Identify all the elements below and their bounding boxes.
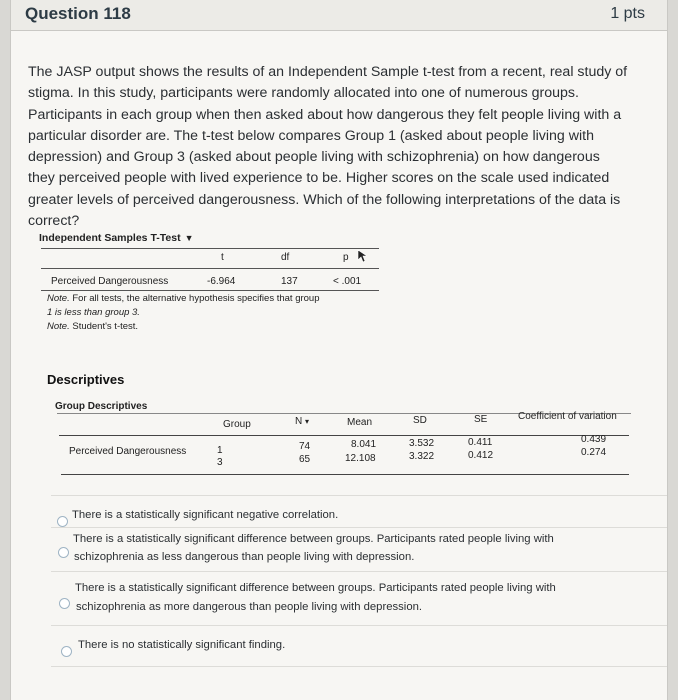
dropdown-triangle-icon: ▼ — [184, 233, 194, 243]
desc-group-3: 3 — [217, 457, 223, 468]
radio-button[interactable] — [58, 547, 69, 558]
desc-col-se: SE — [474, 414, 488, 425]
desc-group-1: 1 — [217, 445, 223, 456]
desc-se-3: 0.412 — [468, 450, 494, 461]
option-divider — [51, 666, 667, 667]
ttest-note-1-cont — [47, 307, 140, 318]
note-text: Student's t-test. — [69, 321, 139, 332]
radio-button[interactable] — [61, 646, 72, 657]
descriptives-heading: Descriptives — [47, 372, 125, 387]
desc-bottom-rule — [61, 474, 629, 475]
ttest-row-label: Perceived Dangerousness — [51, 276, 169, 287]
desc-col-group: Group — [223, 419, 251, 430]
desc-col-n — [295, 416, 309, 427]
ttest-title — [39, 232, 194, 244]
ttest-col-df: df — [281, 252, 290, 263]
desc-mean-3: 12.108 — [345, 453, 376, 464]
group-descriptives-title: Group Descriptives — [55, 401, 148, 412]
answer-option-label: There is no statistically significant finding. — [78, 639, 286, 651]
note-label: Note. — [47, 321, 70, 332]
ttest-col-t: t — [221, 252, 224, 263]
ttest-note-2 — [47, 321, 138, 332]
ttest-header-rule — [41, 268, 379, 269]
desc-cv-1: 0.439 — [581, 434, 607, 445]
ttest-bottom-rule — [41, 290, 379, 291]
question-title: Question 118 — [25, 4, 131, 23]
mouse-cursor-icon — [357, 249, 367, 263]
sort-arrow-icon: ▾ — [305, 417, 310, 426]
desc-header-rule — [59, 435, 629, 436]
note-label: Note. — [47, 293, 70, 304]
answer-option-label: There is a statistically significant difference between groups. Participants rated people living with — [73, 533, 554, 545]
option-divider — [51, 527, 667, 528]
desc-col-mean: Mean — [347, 417, 373, 428]
question-card — [10, 0, 668, 700]
ttest-top-rule — [41, 248, 379, 249]
question-text: The JASP output shows the results of an Independent Sample t-test from a recent, real study of stigma. In this study, participants were randomly allocated into one of numerous groups. Participants in each group when then asked about how dangerous they felt people living with a particular disorder are. The t-test below compares Group 1 (asked about people living with depression) and Group 3 (asked about people living with schizophrenia) on how dangerous they perceived people with lived experience to be. Higher scores on the scale used indicated greater levels of perceived dangerousness. Which of the following interpretations of the data is correct? — [28, 64, 628, 230]
ttest-t-value: -6.964 — [207, 276, 236, 287]
desc-sd-3: 3.322 — [409, 451, 435, 462]
desc-se-1: 0.411 — [468, 437, 493, 448]
desc-col-sd: SD — [413, 415, 427, 426]
desc-col-n-label: N — [295, 416, 303, 427]
radio-button[interactable] — [59, 598, 70, 609]
ttest-note-1 — [47, 293, 320, 304]
desc-mean-1: 8.041 — [351, 439, 377, 450]
option-divider — [51, 625, 667, 626]
option-divider — [51, 495, 667, 496]
answer-option-label: There is a statistically significant difference between groups. Participants rated people living with — [75, 582, 556, 594]
ttest-col-p: p — [343, 252, 349, 263]
desc-col-cv: Coefficient of variation — [518, 411, 617, 422]
ttest-df-value: 137 — [281, 276, 298, 287]
question-points: 1 pts — [610, 5, 645, 22]
desc-n-3: 65 — [299, 454, 311, 465]
radio-button[interactable] — [57, 516, 68, 527]
question-header — [11, 0, 667, 31]
desc-n-1: 74 — [299, 441, 311, 452]
desc-row-label: Perceived Dangerousness — [69, 446, 187, 457]
answer-option-label-cont: schizophrenia as more dangerous than people living with depression. — [76, 601, 423, 613]
note-text-cont: 1 is less than group 3. — [47, 307, 140, 318]
answer-option-label-cont: schizophrenia as less dangerous than people living with depression. — [74, 551, 415, 563]
desc-cv-3: 0.274 — [581, 447, 607, 458]
note-text: For all tests, the alternative hypothesis specifies that group — [69, 293, 320, 304]
ttest-title-label: Independent Samples T-Test — [39, 232, 181, 244]
option-divider — [51, 571, 667, 572]
ttest-p-value: < .001 — [333, 276, 362, 287]
desc-sd-1: 3.532 — [409, 438, 435, 449]
answer-option-label: There is a statistically significant negative correlation. — [72, 509, 339, 521]
